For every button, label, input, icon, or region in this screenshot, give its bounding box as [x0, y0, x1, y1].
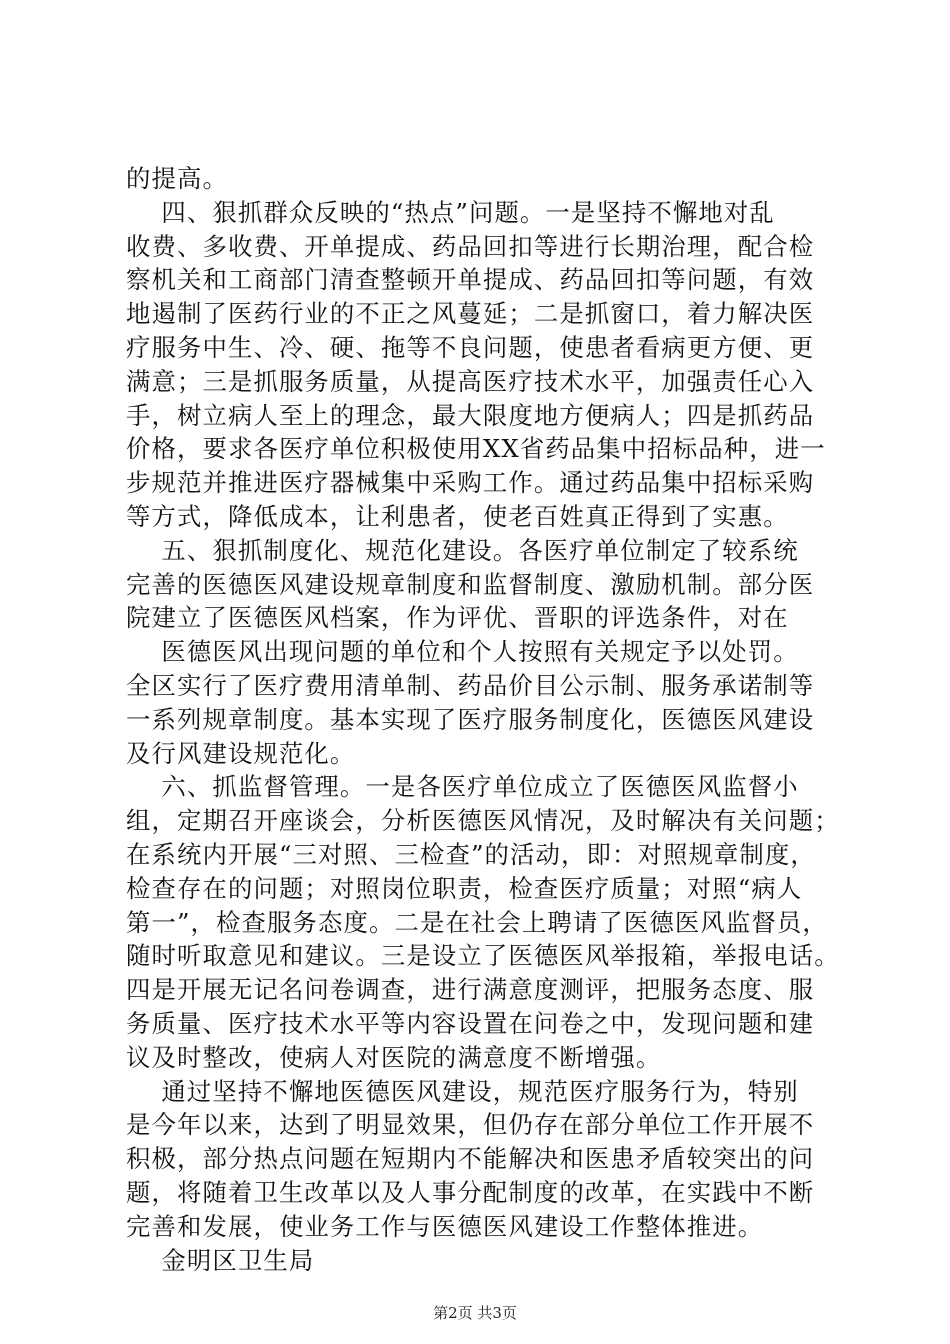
text-line: 地遏制了医药行业的不正之风蔓延；二是抓窗口，着力解决医	[126, 299, 815, 329]
text-line: 积极，部分热点问题在短期内不能解决和医患矛盾较突出的问	[126, 1144, 815, 1174]
text-line: 价格，要求各医疗单位积极使用XX省药品集中招标品种，进一	[126, 434, 826, 464]
text-line: 手，树立病人至上的理念，最大限度地方便病人；四是抓药品	[126, 400, 815, 430]
text-line: 完善的医德医风建设规章制度和监督制度、激励机制。部分医	[126, 569, 815, 599]
text-line: 题，将随着卫生改革以及人事分配制度的改革，在实践中不断	[126, 1177, 815, 1207]
text-line: 四是开展无记名问卷调查，进行满意度测评，把服务态度、服	[126, 975, 815, 1005]
text-line: 察机关和工商部门清查整顿开单提成、药品回扣等问题，有效	[126, 265, 815, 295]
text-line: 一系列规章制度。基本实现了医疗服务制度化，医德医风建设	[126, 704, 815, 734]
text-line: 满意；三是抓服务质量，从提高医疗技术水平，加强责任心入	[126, 366, 815, 396]
document-body	[126, 162, 840, 1277]
text-line: 医德医风出现问题的单位和个人按照有关规定予以处罚。	[126, 637, 799, 667]
text-line: 疗服务中生、冷、硬、拖等不良问题，使患者看病更方便、更	[126, 332, 815, 362]
text-line: 的提高。	[126, 164, 228, 193]
text-line: 四、狠抓群众反映的“热点”问题。一是坚持不懈地对乱	[126, 197, 775, 227]
text-line: 检查存在的问题；对照岗位职责，检查医疗质量；对照“病人	[126, 873, 803, 903]
text-line: 收费、多收费、开单提成、药品回扣等进行长期治理，配合检	[126, 231, 815, 261]
text-line: 在系统内开展“三对照、三检查”的活动，即：对照规章制度，	[126, 839, 816, 869]
text-line: 及行风建设规范化。	[126, 738, 356, 768]
text-line: 五、狠抓制度化、规范化建设。各医疗单位制定了较系统	[126, 535, 799, 565]
page-footer: 第2页 共3页	[433, 1304, 517, 1322]
text-line: 通过坚持不懈地医德医风建设，规范医疗服务行为，特别	[126, 1076, 799, 1106]
text-line: 是今年以来，达到了明显效果，但仍存在部分单位工作开展不	[126, 1110, 815, 1140]
text-line: 务质量、医疗技术水平等内容设置在问卷之中，发现问题和建	[126, 1008, 815, 1038]
text-line: 等方式，降低成本，让利患者，使老百姓真正得到了实惠。	[126, 501, 789, 531]
text-line: 全区实行了医疗费用清单制、药品价目公示制、服务承诺制等	[126, 670, 815, 700]
text-line: 六、抓监督管理。一是各医疗单位成立了医德医风监督小	[126, 772, 799, 802]
text-line: 步规范并推进医疗器械集中采购工作。通过药品集中招标采购	[126, 468, 815, 498]
text-line: 议及时整改，使病人对医院的满意度不断增强。	[126, 1042, 662, 1072]
text-line: 第一”，检查服务态度。二是在社会上聘请了医德医风监督员，	[126, 907, 828, 937]
text-line: 金明区卫生局	[126, 1245, 315, 1275]
text-line: 院建立了医德医风档案，作为评优、晋职的评选条件，对在	[126, 603, 789, 633]
text-line: 随时听取意见和建议。三是设立了医德医风举报箱，举报电话。	[126, 941, 840, 971]
text-line: 完善和发展，使业务工作与医德医风建设工作整体推进。	[126, 1211, 764, 1241]
text-line: 组，定期召开座谈会，分析医德医风情况，及时解决有关问题；	[126, 806, 840, 836]
